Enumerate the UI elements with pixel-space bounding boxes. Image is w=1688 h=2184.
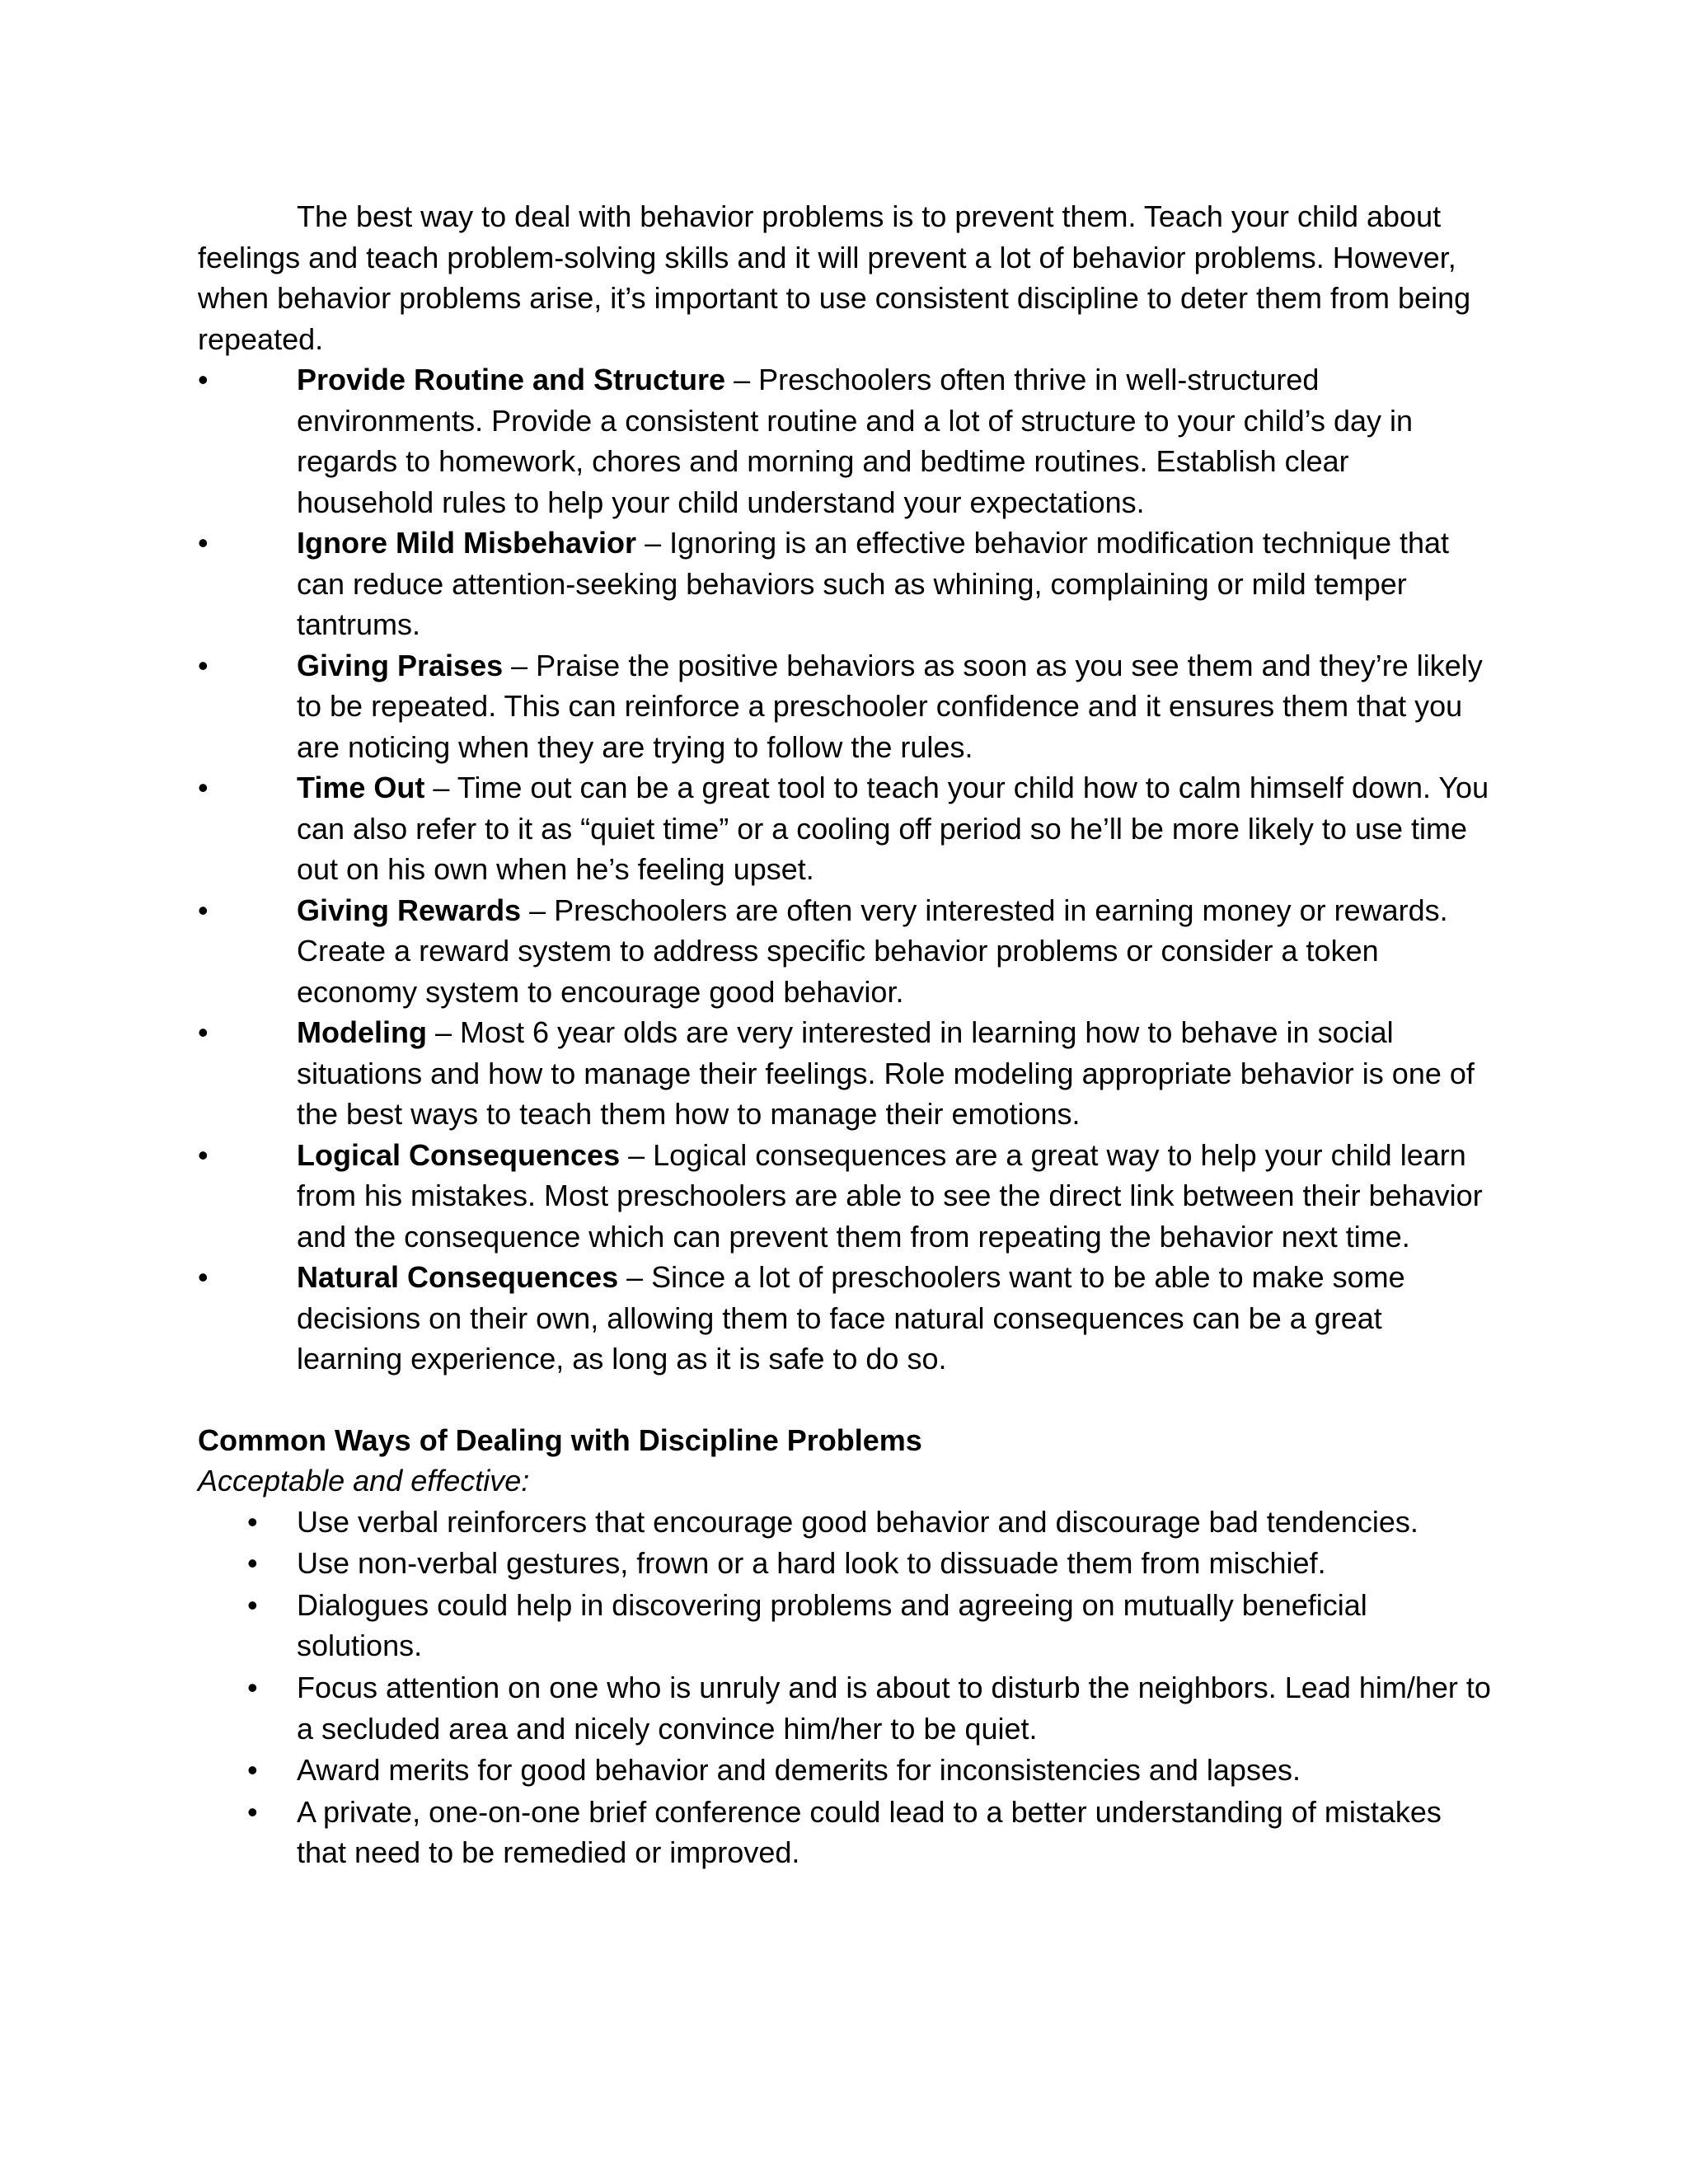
- bullet-icon: •: [247, 1671, 258, 1705]
- tip-text: – Time out can be a great tool to teach your child how to calm himself down. You can also refer to it as “quiet time” or a cooling off period so he’ll be more likely to use time out on his own when he’s feeling upset.: [297, 771, 1489, 886]
- list-item: [198, 1585, 1492, 1666]
- discipline-tips-list: [198, 359, 1492, 1380]
- method-text: Use verbal reinforcers that encourage good behavior and discourage bad tendencies.: [297, 1504, 1418, 1539]
- tip-title: Ignore Mild Misbehavior: [297, 526, 637, 560]
- bullet-icon: •: [198, 893, 209, 927]
- acceptable-methods-list: [198, 1502, 1492, 1873]
- list-item: [198, 890, 1492, 1013]
- list-item: [198, 1792, 1492, 1873]
- list-item: [198, 1667, 1492, 1749]
- list-item: [198, 1257, 1492, 1380]
- tip-text: – Ignoring is an effective behavior modification technique that can reduce attention-seeking behaviors such as whining, complaining or mild temper tantrums.: [297, 526, 1450, 641]
- tip-text: – Preschoolers are often very interested in earning money or rewards. Create a reward system to address specific behavior problems or consider a token economy system to encourage good behavior.: [297, 893, 1448, 1009]
- list-item: [198, 359, 1492, 523]
- method-text: Focus attention on one who is unruly and is about to disturb the neighbors. Lead him/her to a secluded area and nicely convince him/her to be quiet.: [297, 1671, 1491, 1746]
- section-heading: Common Ways of Dealing with Discipline Problems: [198, 1422, 922, 1457]
- tip-text: – Most 6 year olds are very interested in learning how to behave in social situations and how to manage their feelings. Role modeling appropriate behavior is one of the best ways to teach them how to manage their emotions.: [297, 1015, 1475, 1131]
- list-item: [198, 1750, 1492, 1791]
- bullet-icon: •: [247, 1504, 258, 1539]
- bullet-icon: •: [198, 1137, 209, 1172]
- list-item: [198, 767, 1492, 890]
- bullet-icon: •: [198, 526, 209, 560]
- intro-paragraph: The best way to deal with behavior problems is to prevent them. Teach your child about feelings and teach problem-solving skills and it will prevent a lot of behavior problems. However, when behavior problems arise, it’s important to use consistent discipline to deter them from being repeated.: [198, 199, 1471, 356]
- section-subheading: Acceptable and effective:: [198, 1464, 530, 1497]
- tip-title: Modeling: [297, 1015, 427, 1049]
- tip-title: Time Out: [297, 771, 425, 804]
- tip-text: – Since a lot of preschoolers want to be able to make some decisions on their own, allowing them to face natural consequences can be a great learning experience, as long as it is safe to do so.: [297, 1260, 1405, 1376]
- bullet-icon: •: [198, 648, 209, 682]
- list-item: [198, 523, 1492, 645]
- method-text: Dialogues could help in discovering problems and agreeing on mutually beneficial solutions.: [297, 1587, 1367, 1663]
- document-page: [198, 196, 1492, 1874]
- tip-title: Provide Routine and Structure: [297, 363, 726, 396]
- list-item: [198, 1012, 1492, 1135]
- list-item: [198, 645, 1492, 768]
- bullet-icon: •: [247, 1546, 258, 1581]
- method-text: A private, one-on-one brief conference could lead to a better understanding of mistakes that need to be remedied or improved.: [297, 1794, 1442, 1870]
- tip-title: Giving Rewards: [297, 893, 522, 927]
- bullet-icon: •: [198, 363, 209, 396]
- tip-title: Natural Consequences: [297, 1260, 619, 1294]
- bullet-icon: •: [198, 771, 209, 804]
- bullet-icon: •: [247, 1794, 258, 1829]
- list-item: [198, 1135, 1492, 1258]
- tip-title: Logical Consequences: [297, 1137, 621, 1172]
- bullet-icon: •: [198, 1015, 209, 1049]
- tip-title: Giving Praises: [297, 648, 504, 682]
- bullet-icon: •: [198, 1260, 209, 1294]
- method-text: Award merits for good behavior and demerits for inconsistencies and lapses.: [297, 1753, 1301, 1788]
- method-text: Use non-verbal gestures, frown or a hard look to dissuade them from mischief.: [297, 1546, 1326, 1581]
- bullet-icon: •: [247, 1753, 258, 1788]
- tip-text: – Preschoolers often thrive in well-structured environments. Provide a consistent routine and a lot of structure to your child’s day in regards to homework, chores and morning and bedtime routines. Establish clear household rules to help your child understand your expectations.: [297, 363, 1414, 519]
- bullet-icon: •: [247, 1587, 258, 1622]
- list-item: [198, 1543, 1492, 1584]
- list-item: [198, 1502, 1492, 1543]
- tip-text: – Logical consequences are a great way to help your child learn from his mistakes. Most preschoolers are able to see the direct link between their behavior and the consequence which can prevent them from repeating the behavior next time.: [297, 1137, 1483, 1254]
- tip-text: – Praise the positive behaviors as soon as you see them and they’re likely to be repeated. This can reinforce a preschooler confidence and it ensures them that you are noticing when they are trying to follow the rules.: [297, 648, 1483, 764]
